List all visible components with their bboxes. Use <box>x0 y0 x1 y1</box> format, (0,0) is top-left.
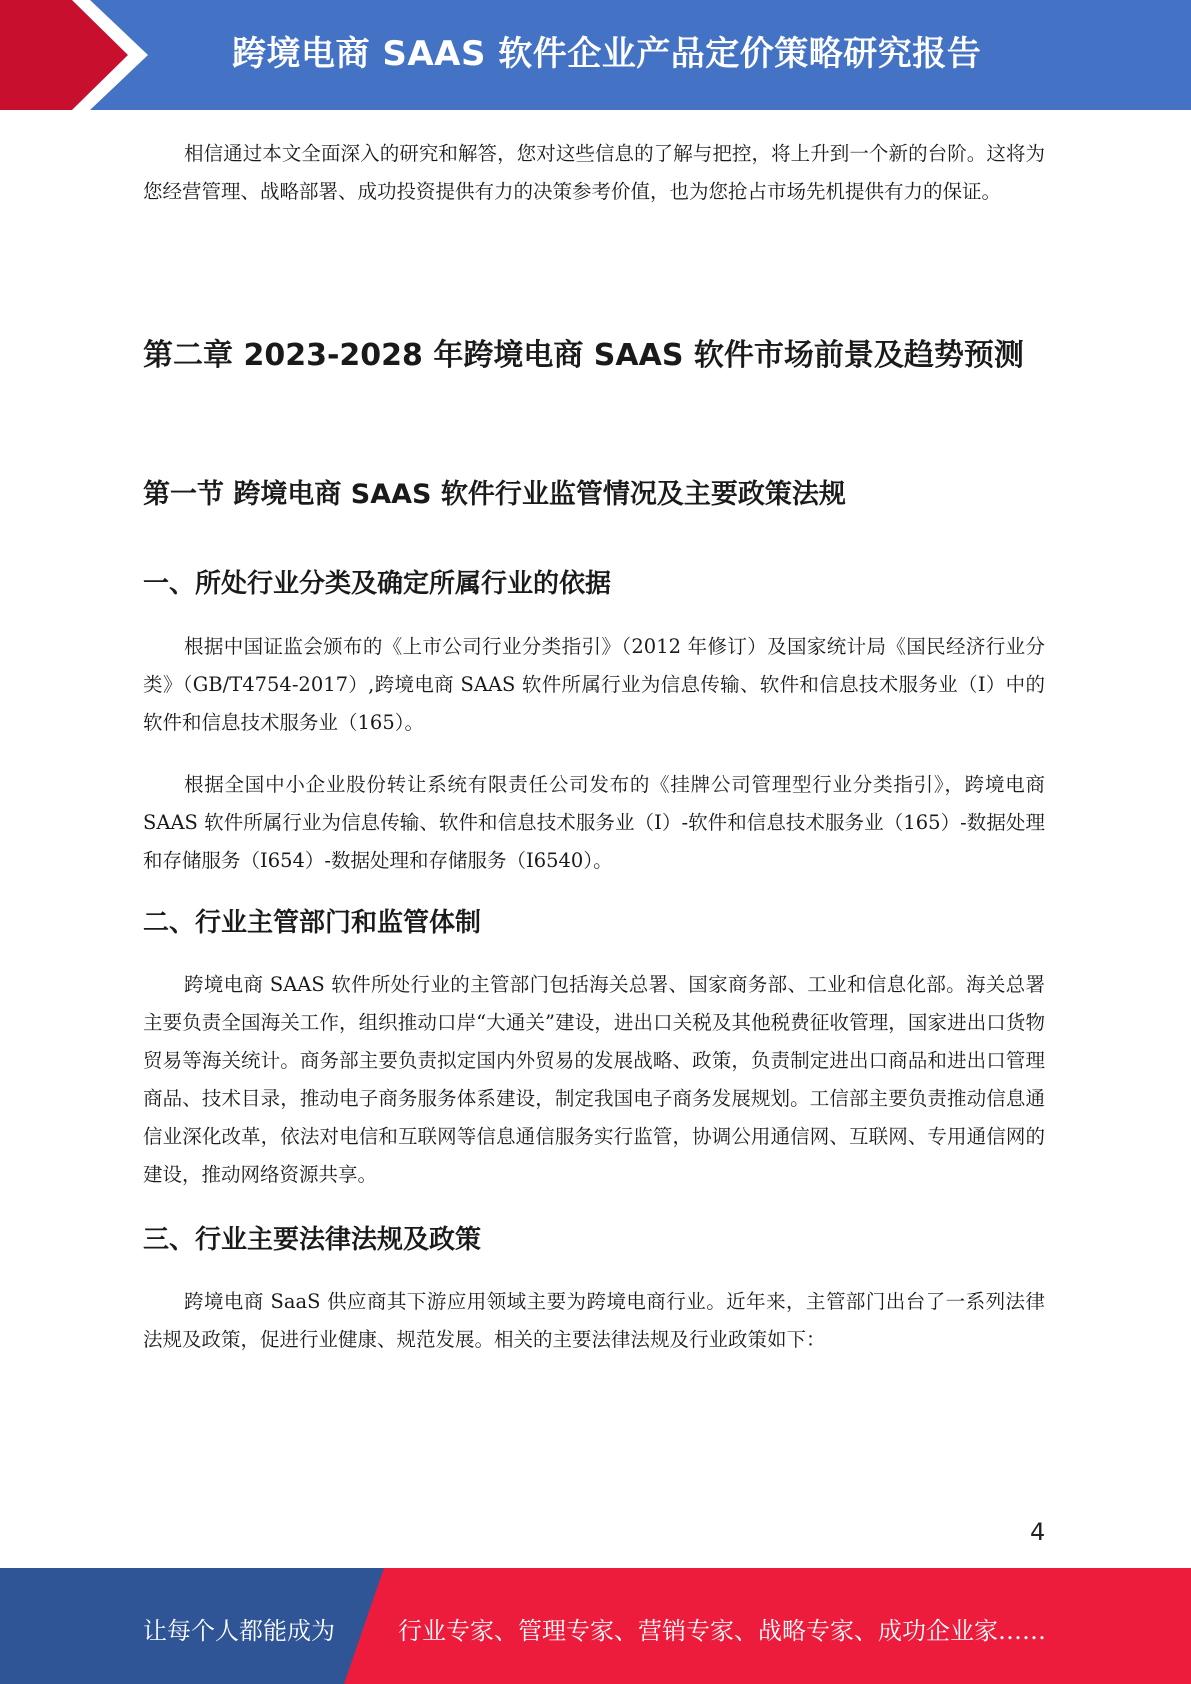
header-arrow-decoration <box>0 0 160 110</box>
report-title: 跨境电商 SAAS 软件企业产品定价策略研究报告 <box>232 34 982 74</box>
body-paragraph: 根据全国中小企业股份转让系统有限责任公司发布的《挂牌公司管理型行业分类指引》，跨境电商 SAAS 软件所属行业为信息传输、软件和信息技术服务业（I）-软件和信息技术服务业（165）-数据处理和存储服务（I654）-数据处理和存储服务（I6540）。 <box>143 773 1045 872</box>
page-number: 4 <box>1030 1518 1046 1546</box>
section-heading: 第一节 跨境电商 SAAS 软件行业监管情况及主要政策法规 <box>143 479 846 510</box>
body-paragraph: 根据中国证监会颁布的《上市公司行业分类指引》（2012 年修订）及国家统计局《国民经济行业分类》（GB/T4754-2017）,跨境电商 SAAS 软件所属行业为信息传输、软件和信息技术服务业（I）中的软件和信息技术服务业（165）。 <box>143 635 1045 734</box>
subsection-heading: 三、行业主要法律法规及政策 <box>143 1225 482 1255</box>
page-header-banner <box>0 0 1191 110</box>
page-footer-banner <box>0 1568 1191 1684</box>
subsection-heading: 二、行业主管部门和监管体制 <box>143 908 482 938</box>
body-paragraph: 跨境电商 SAAS 软件所处行业的主管部门包括海关总署、国家商务部、工业和信息化部。海关总署主要负责全国海关工作，组织推动口岸“大通关”建设，进出口关税及其他税费征收管理，国家进出口货物贸易等海关统计。商务部主要负责拟定国内外贸易的发展战略、政策，负责制定进出口商品和进出口管理商品、技术目录，推动电子商务服务体系建设，制定我国电子商务发展规划。工信部主要负责推动信息通信业深化改革，依法对电信和互联网等信息通信服务实行监管，协调公用通信网、互联网、专用通信网的建设，推动网络资源共享。 <box>143 973 1045 1186</box>
chapter-heading: 第二章 2023-2028 年跨境电商 SAAS 软件市场前景及趋势预测 <box>143 338 1024 373</box>
footer-slogan-right: 行业专家、管理专家、营销专家、战略专家、成功企业家…… <box>398 1617 1046 1645</box>
subsection-heading: 一、所处行业分类及确定所属行业的依据 <box>143 569 612 599</box>
intro-paragraph: 相信通过本文全面深入的研究和解答，您对这些信息的了解与把控，将上升到一个新的台阶。这将为您经营管理、战略部署、成功投资提供有力的决策参考价值，也为您抢占市场先机提供有力的保证。 <box>143 142 1045 203</box>
body-paragraph: 跨境电商 SaaS 供应商其下游应用领域主要为跨境电商行业。近年来，主管部门出台了一系列法律法规及政策，促进行业健康、规范发展。相关的主要法律法规及行业政策如下： <box>143 1290 1045 1351</box>
footer-slogan-left: 让每个人都能成为 <box>143 1617 335 1645</box>
